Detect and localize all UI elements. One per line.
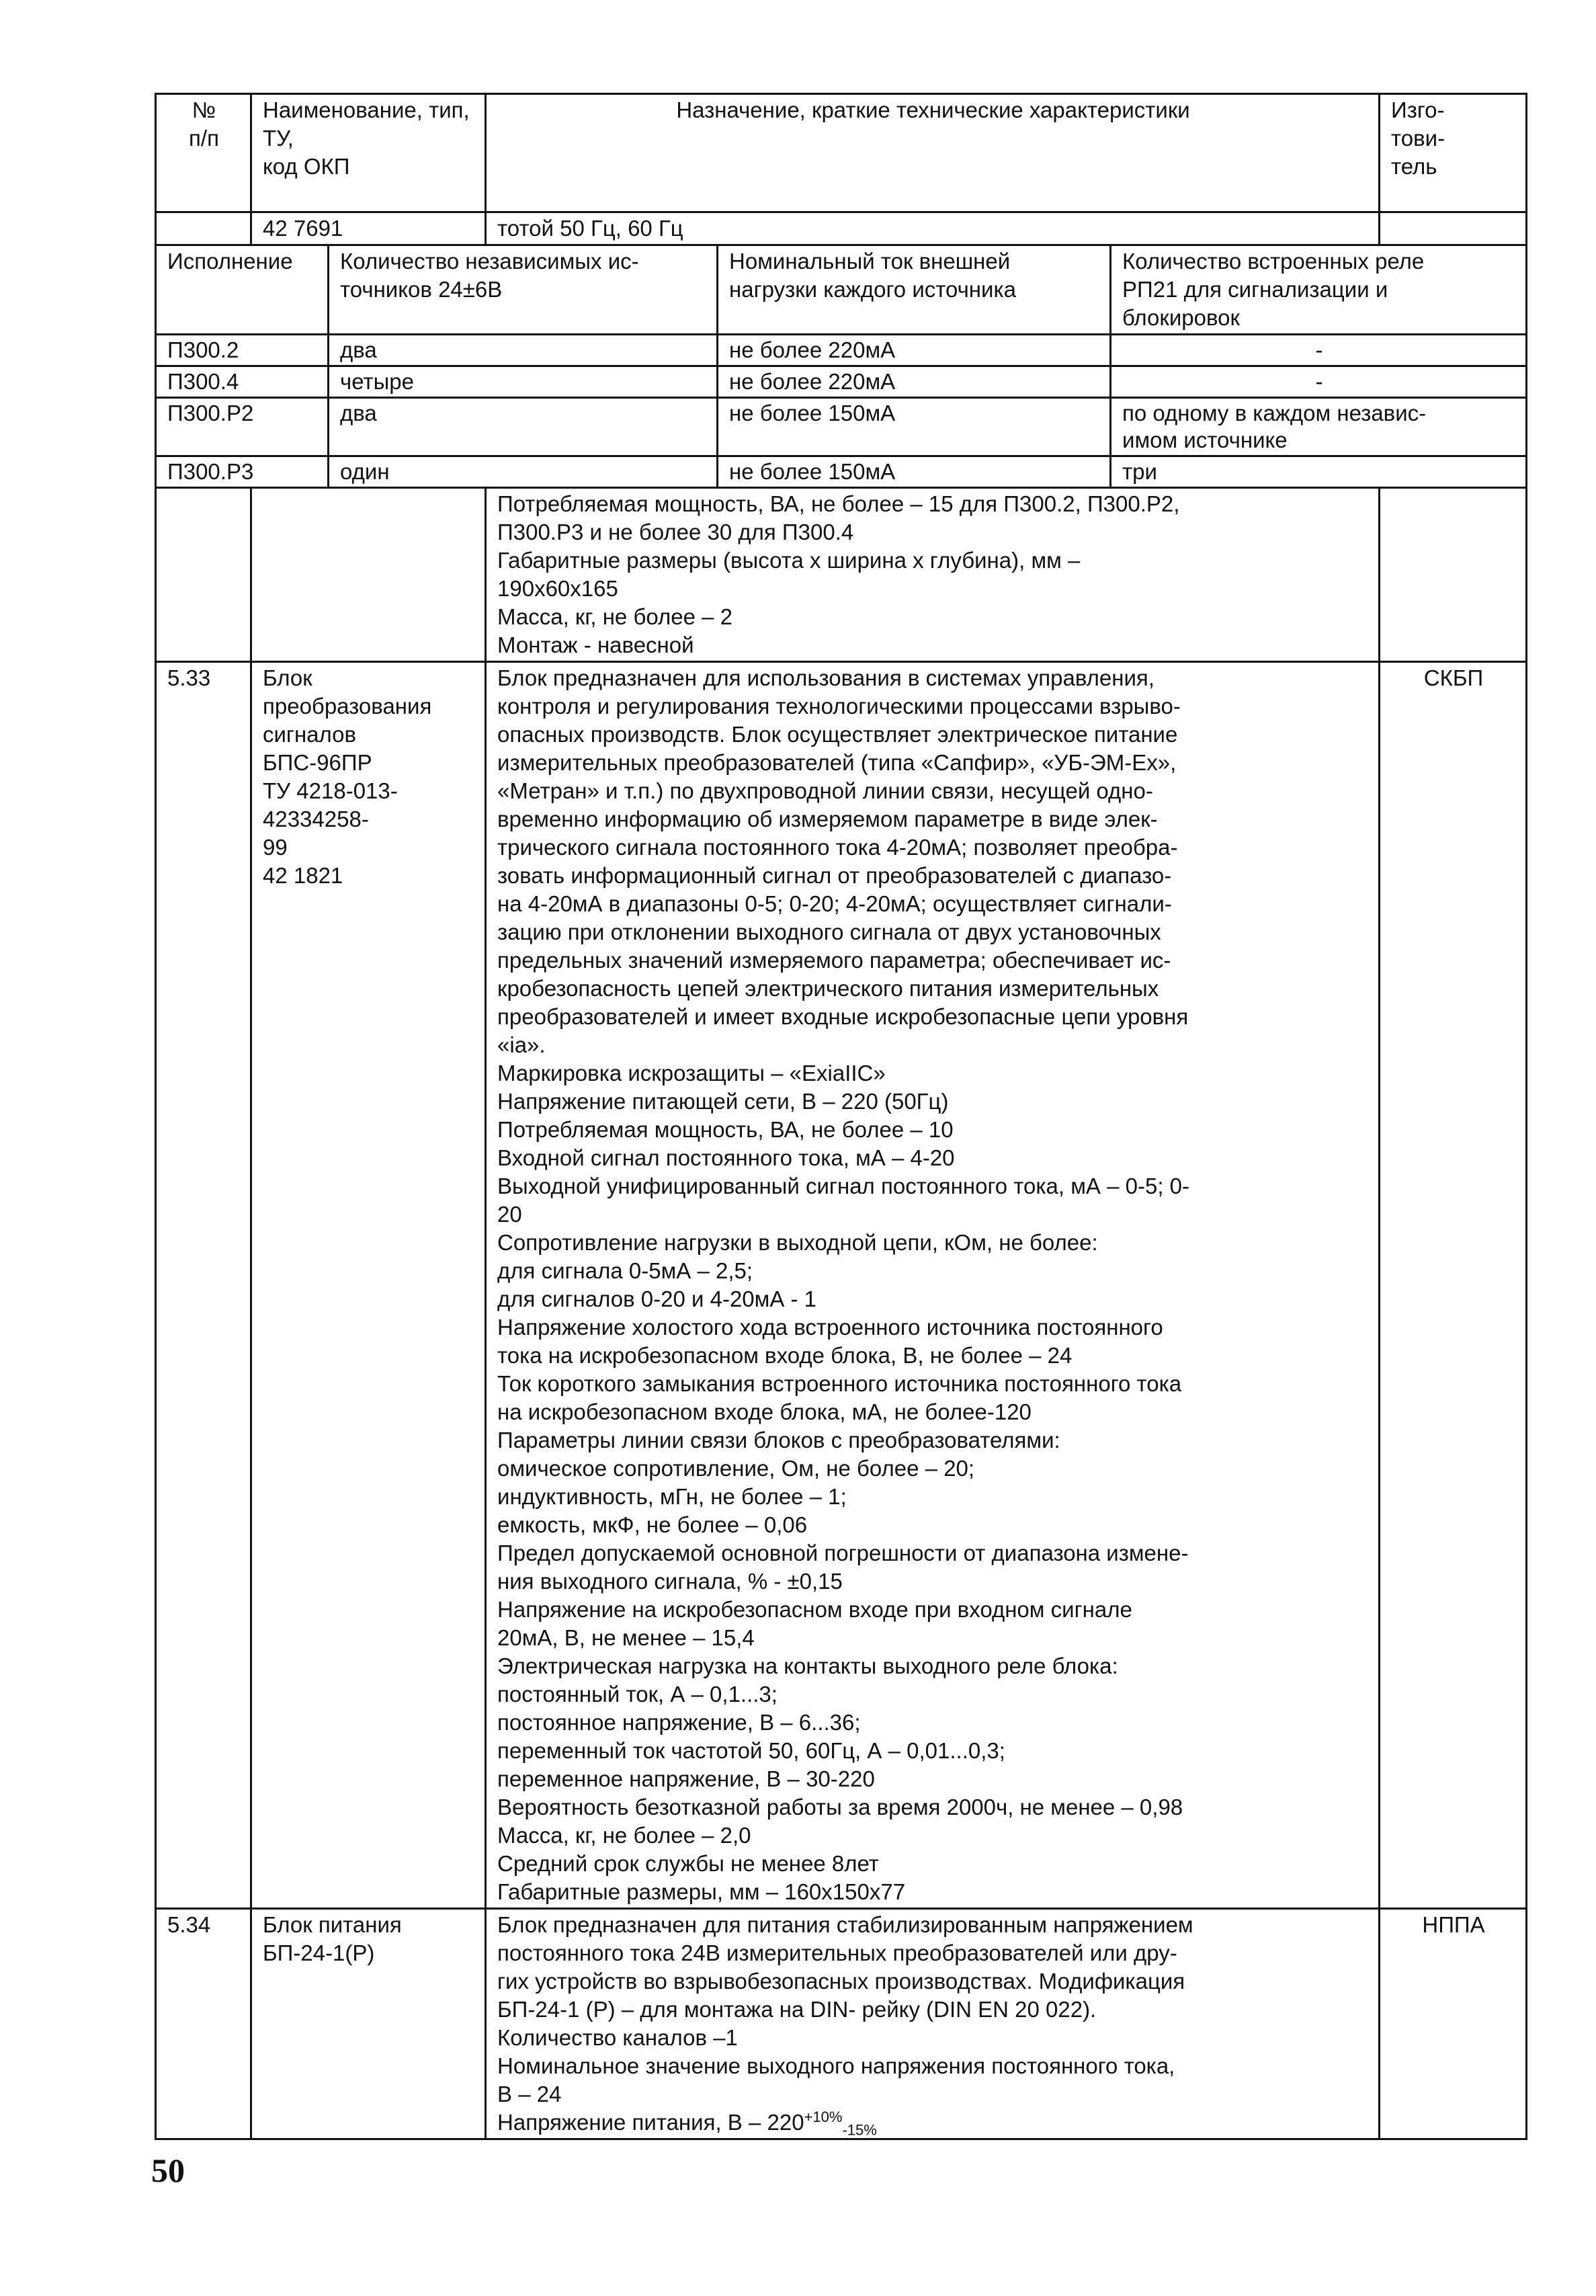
p300-extra-name <box>251 488 486 662</box>
p300-sources: два <box>329 335 718 366</box>
p300-extra-row <box>156 488 1527 662</box>
item-maker: СКБП <box>1380 662 1527 1909</box>
p300-row <box>156 335 1527 366</box>
item-number: 5.34 <box>156 1909 251 2139</box>
item-row <box>156 662 1527 1909</box>
p300-current: не более 220мА <box>718 366 1111 398</box>
header-maker: Изго- тови- тель <box>1380 94 1527 212</box>
p300-relays: - <box>1111 335 1527 366</box>
item-number: 5.33 <box>156 662 251 1909</box>
p300-extra-num <box>156 488 251 662</box>
p300-current: не более 150мА <box>718 456 1111 488</box>
continuation-text: тотой 50 Гц, 60 Гц <box>486 212 1380 245</box>
p300-sources: четыре <box>329 366 718 398</box>
item-purpose-text: Блок предназначен для питания стабилизированным напряжением постоянного тока 24В измерительных преобразователей или дру- гих устройств во взрывобезопасных производствах. Модификация БП-24-1 (Р) – для монтажа на DIN- рейку (DIN EN 20 022). Количество каналов –1 Номинальное значение выходного напряжения постоянного тока, В – 24 <box>497 1912 1193 2106</box>
p300-sources: два <box>329 398 718 456</box>
spec-table <box>155 93 1527 2140</box>
p300-version: П300.4 <box>156 366 329 398</box>
header-number: № п/п <box>156 94 251 212</box>
supply-tolerance-minus: -15% <box>842 2121 877 2139</box>
p300-relays: три <box>1111 456 1527 488</box>
p300-relays: - <box>1111 366 1527 398</box>
p300-header-relays: Количество встроенных реле РП21 для сигнализации и блокировок <box>1111 245 1527 335</box>
continuation-row <box>156 212 1527 245</box>
item-maker: НППА <box>1380 1909 1527 2139</box>
supply-voltage-line <box>497 2108 1369 2137</box>
p300-extra-maker <box>1380 488 1527 662</box>
continuation-maker <box>1380 212 1527 245</box>
p300-row <box>156 456 1527 488</box>
p300-current: не более 220мА <box>718 335 1111 366</box>
p300-row <box>156 398 1527 456</box>
p300-version: П300.Р3 <box>156 456 329 488</box>
p300-header-current: Номинальный ток внешней нагрузки каждого источника <box>718 245 1111 335</box>
p300-current: не более 150мА <box>718 398 1111 456</box>
p300-header-row <box>156 245 1527 335</box>
supply-voltage-text: Напряжение питания, В – 220 <box>497 2110 804 2135</box>
page-number: 50 <box>151 2151 185 2189</box>
p300-header-sources: Количество независимых ис- точников 24±6В <box>329 245 718 335</box>
item-purpose: Блок предназначен для использования в системах управления, контроля и регулирования технологическими процессами взрыво- опасных производств. Блок осуществляет электрическое питание измерительных преобразователей (типа «Сапфир», «УБ-ЭМ-Ех», «Метран» и т.п.) по двухпроводной линии связи, несущей одно- временно информацию об измеряемом параметре в виде элек- трического сигнала постоянного тока 4-20мА; позволяет преобра- зовать информационный сигнал от преобразователей с диапазо- на 4-20мА в диапазоны 0-5; 0-20; 4-20мА; осуществляет сигнали- зацию при отклонении выходного сигнала от двух установочных предельных значений измеряемого параметра; обеспечивает ис- кробезопасность цепей электрического питания измерительных преобразователей и имеет входные искробезопасные цепи уровня «ia». Маркировка искрозащиты – «ExiaIIC» Напряжение питающей сети, В – 220 (50Гц) Потребляемая мощность, ВА, не более – 10 Входной сигнал постоянного тока, мА – 4-20 Выходной унифицированный сигнал постоянного тока, мА – 0-5; 0- 20 Сопротивление нагрузки в выходной цепи, кОм, не более: для сигнала 0-5мА – 2,5; для сигналов 0-20 и 4-20мА - 1 Напряжение холостого хода встроенного источника постоянного тока на искробезопасном входе блока, В, не более – 24 Ток короткого замыкания встроенного источника постоянного тока на искробезопасном входе блока, мА, не более-120 Параметры линии связи блоков с преобразователями: омическое сопротивление, Ом, не более – 20; индуктивность, мГн, не более – 1; емкость, мкФ, не более – 0,06 Предел допускаемой основной погрешности от диапазона измене- ния выходного сигнала, % - ±0,15 Напряжение на искробезопасном входе при входном сигнале 20мА, В, не менее – 15,4 Электрическая нагрузка на контакты выходного реле блока: постоянный ток, А – 0,1...3; постоянное напряжение, В – 6...36; переменный ток частотой 50, 60Гц, А – 0,01...0,3; переменное напряжение, В – 30-220 Вероятность безотказной работы за время 2000ч, не менее – 0,98 Масса, кг, не более – 2,0 Средний срок службы не менее 8лет Габаритные размеры, мм – 160х150х77 <box>486 662 1380 1909</box>
item-purpose <box>486 1909 1380 2139</box>
item-name: Блок питания БП-24-1(Р) <box>251 1909 486 2139</box>
p300-version: П300.2 <box>156 335 329 366</box>
item-name: Блок преобразования сигналов БПС-96ПР ТУ 4218-013-42334258- 99 42 1821 <box>251 662 486 1909</box>
p300-version: П300.Р2 <box>156 398 329 456</box>
header-purpose: Назначение, краткие технические характеристики <box>486 94 1380 212</box>
p300-relays: по одному в каждом независ- имом источнике <box>1111 398 1527 456</box>
continuation-num <box>156 212 251 245</box>
header-name: Наименование, тип, ТУ, код ОКП <box>251 94 486 212</box>
p300-row <box>156 366 1527 398</box>
p300-extra-text: Потребляемая мощность, ВА, не более – 15 для П300.2, П300.Р2, П300.Р3 и не более 30 для П300.4 Габаритные размеры (высота х ширина х глубина), мм – 190х60х165 Масса, кг, не более – 2 Монтаж - навесной <box>486 488 1380 662</box>
table-header-row <box>156 94 1527 212</box>
p300-header-version: Исполнение <box>156 245 329 335</box>
p300-sources: один <box>329 456 718 488</box>
item-row <box>156 1909 1527 2139</box>
supply-tolerance-plus: +10% <box>804 2108 843 2125</box>
continuation-code: 42 7691 <box>251 212 486 245</box>
